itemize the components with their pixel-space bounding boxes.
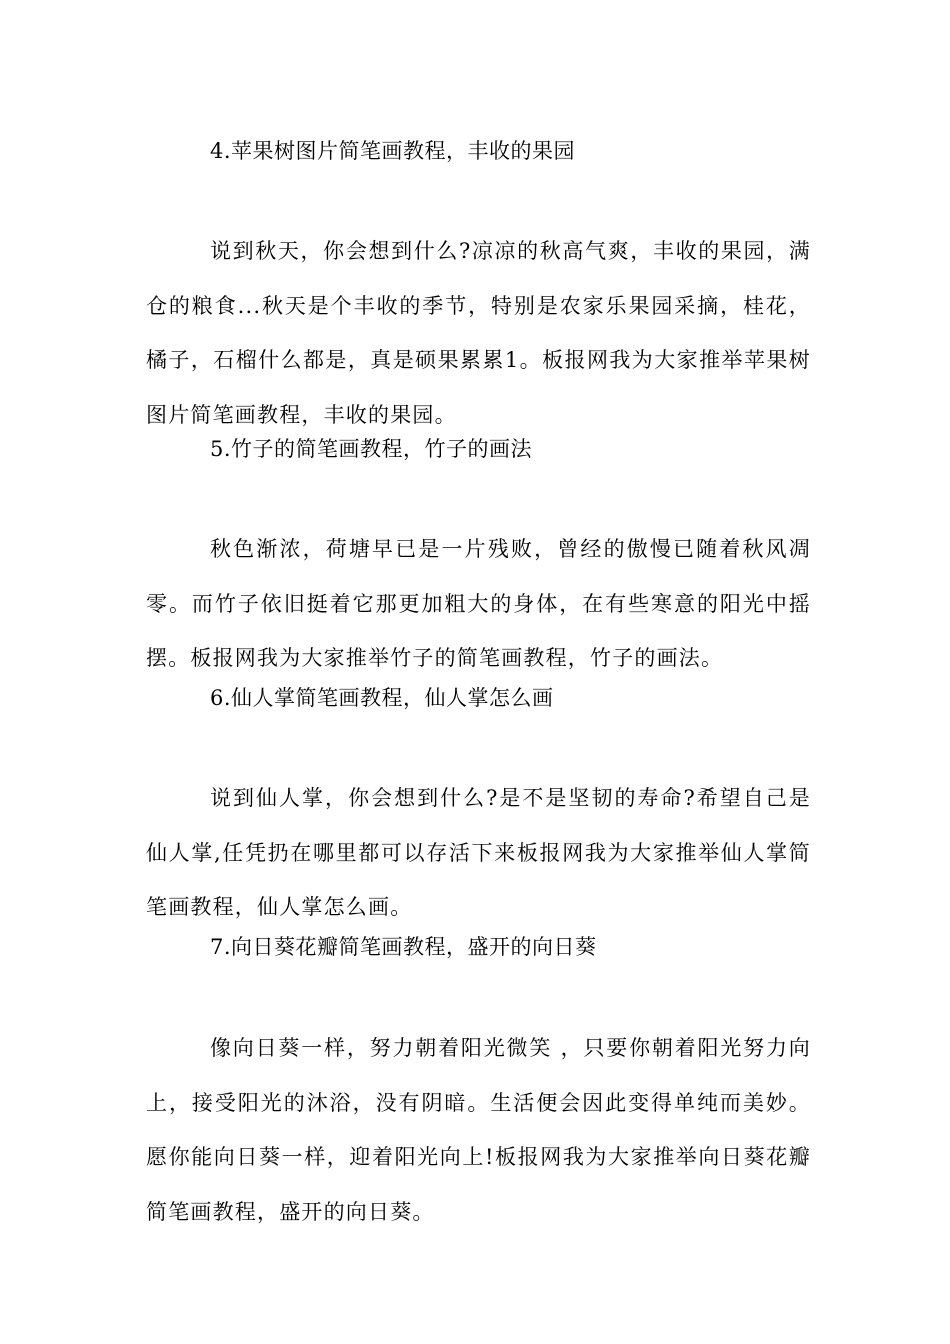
section-heading-5: 5.竹子的简笔画教程，竹子的画法 xyxy=(210,437,533,461)
section-paragraph-5: 秋色渐浓，荷塘早已是一片残败，曾经的傲慢已随着秋风凋零。而竹子依旧挺着它那更加粗大的身体，在有些寒意的阳光中摇摆。板报网我为大家推举竹子的简笔画教程，竹子的画法。 xyxy=(146,537,811,670)
section-paragraph-7: 像向日葵一样，努力朝着阳光微笑 ，只要你朝着阳光努力向上，接受阳光的沐浴，没有阴暗。生活便会因此变得单纯而美妙。愿你能向日葵一样，迎着阳光向上!板报网我为大家推举向日葵花瓣简笔画教程，盛开的向日葵。 xyxy=(146,1036,811,1224)
section-paragraph-6: 说到仙人掌，你会想到什么?是不是坚韧的寿命?希望自己是仙人掌,任凭扔在哪里都可以存活下来板报网我为大家推举仙人掌简笔画教程，仙人掌怎么画。 xyxy=(146,786,811,919)
section-paragraph-4: 说到秋天，你会想到什么?凉凉的秋高气爽，丰收的果园，满仓的粮食...秋天是个丰收的季节，特别是农家乐果园采摘，桂花，橘子，石榴什么都是，真是硕果累累1。板报网我为大家推举苹果树图片简笔画教程，丰收的果园。 xyxy=(146,239,811,427)
section-heading-4: 4.苹果树图片简笔画教程，丰收的果园 xyxy=(210,139,576,163)
section-heading-7: 7.向日葵花瓣简笔画教程，盛开的向日葵 xyxy=(210,935,597,959)
section-heading-6: 6.仙人掌简笔画教程，仙人掌怎么画 xyxy=(210,686,554,710)
